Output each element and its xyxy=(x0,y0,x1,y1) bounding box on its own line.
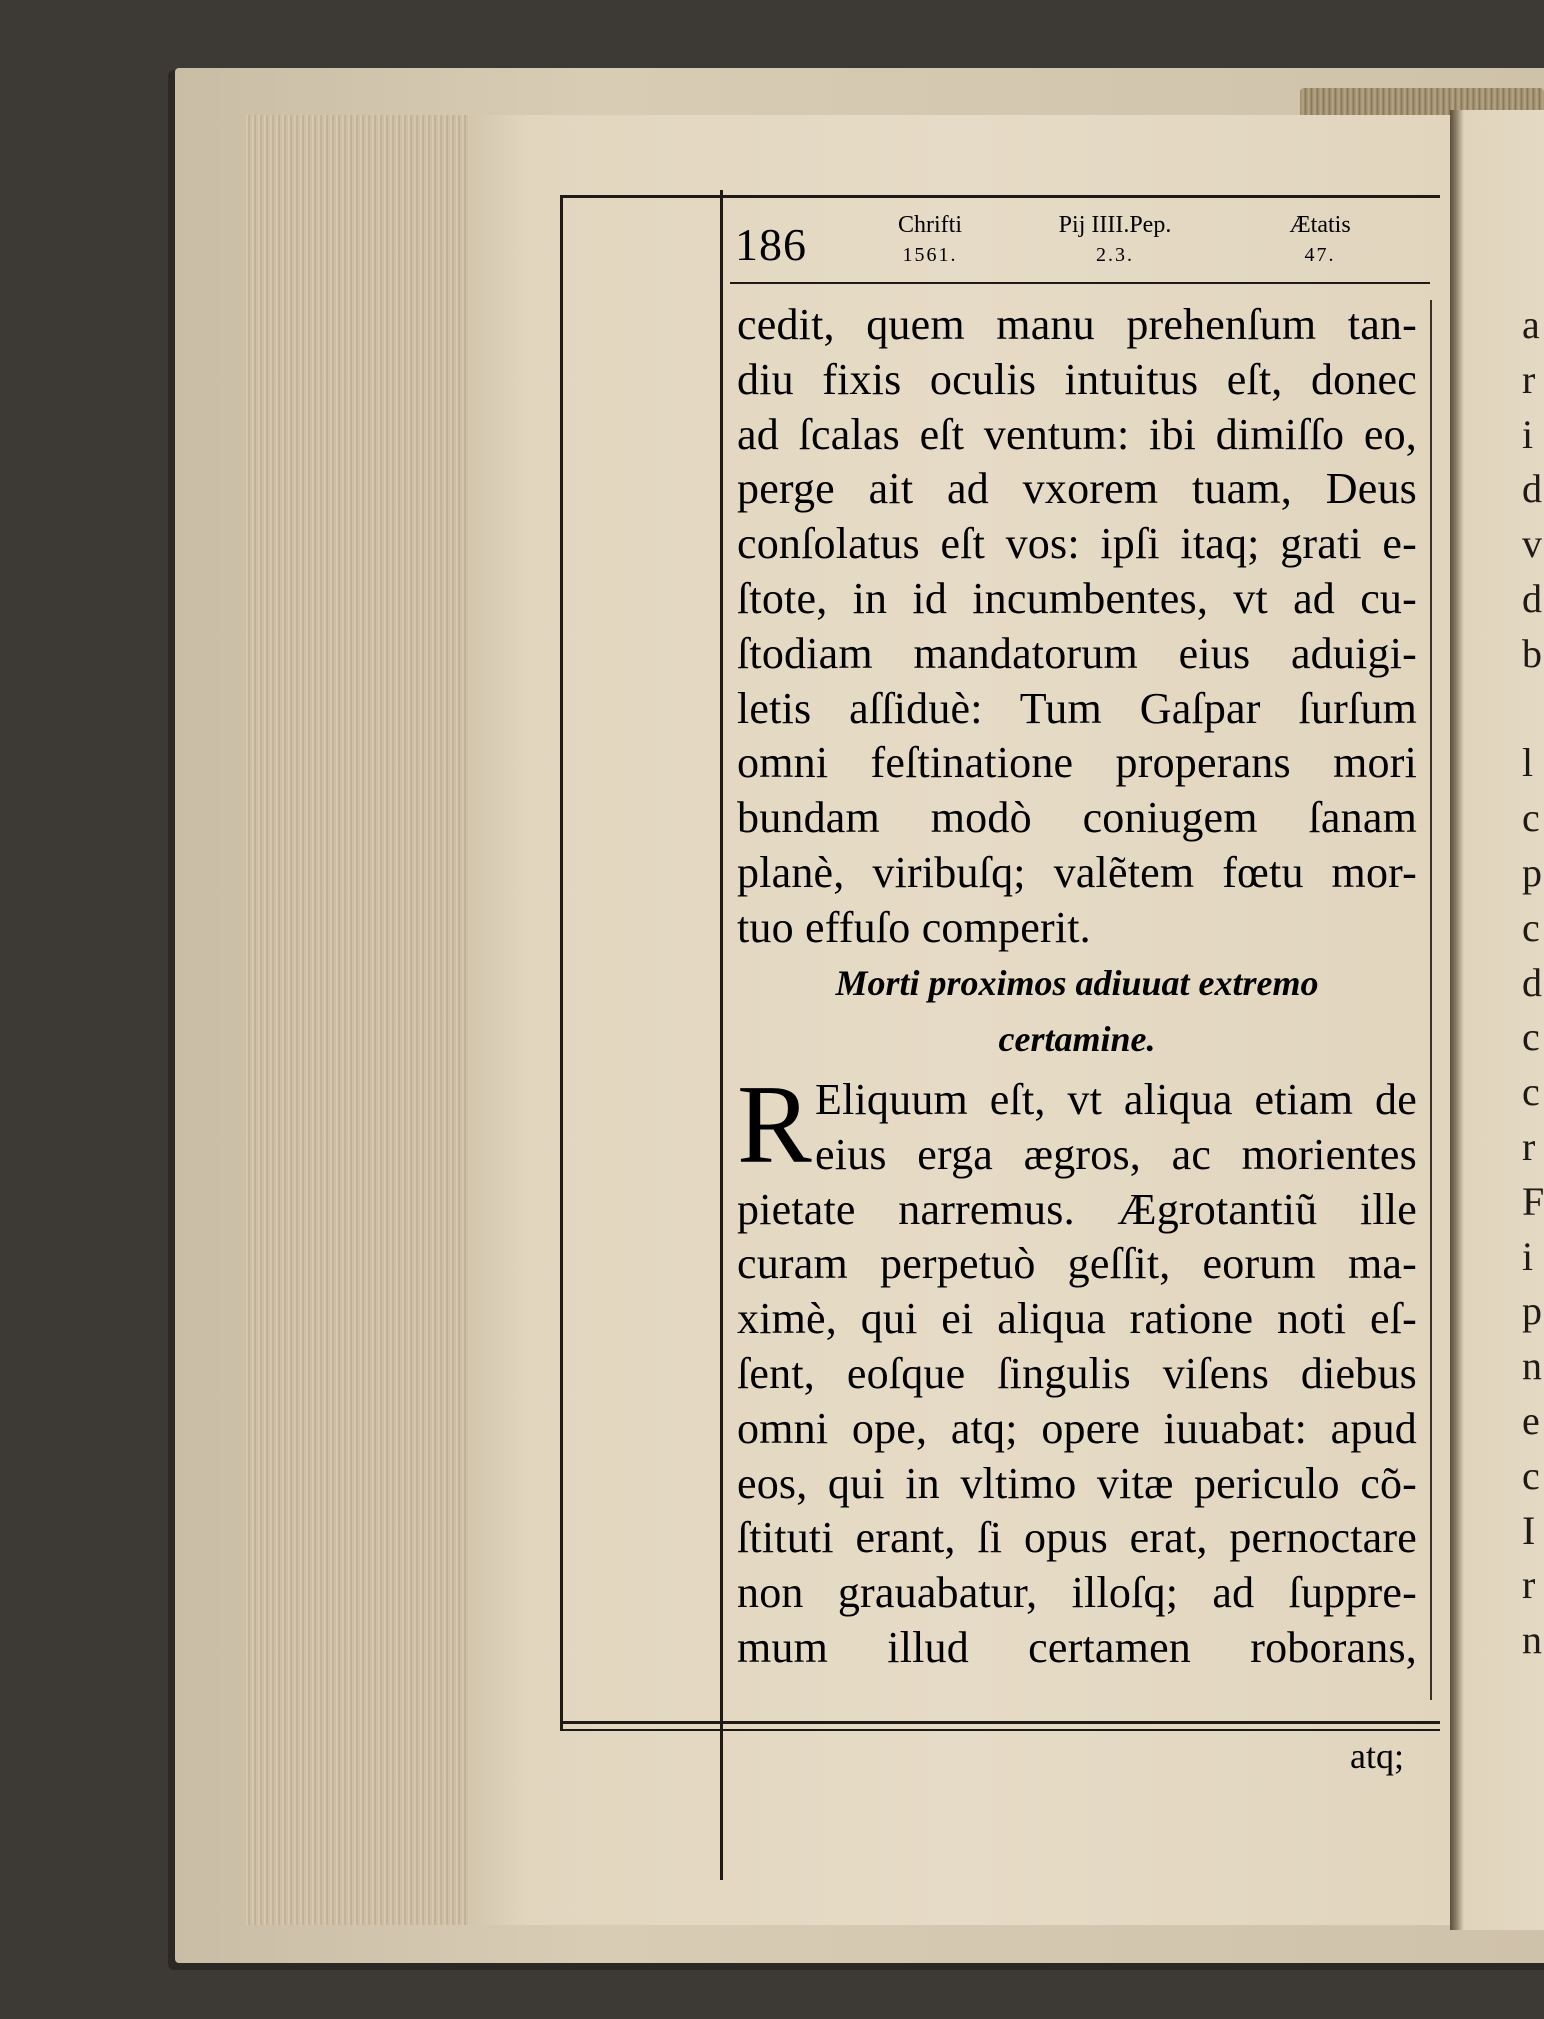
facing-letter: c xyxy=(1522,904,1540,950)
text-line: bundam modò coniugem ſanam xyxy=(737,793,1417,843)
facing-letter: d xyxy=(1522,466,1542,512)
facing-letter: p xyxy=(1522,1288,1542,1334)
facing-letter: p xyxy=(1522,849,1542,895)
text-line: planè, viribuſq; valẽtem fœtu mor- xyxy=(737,847,1417,897)
catchword: atq; xyxy=(1350,1736,1404,1776)
frame-outer-left-rule xyxy=(560,195,563,1731)
header-aetatis xyxy=(1260,210,1380,270)
text-line: omni feſtinatione properans mori xyxy=(737,738,1417,788)
facing-letter: r xyxy=(1522,1123,1536,1169)
drop-capital: R xyxy=(737,1063,812,1187)
header-christi-year: 1561. xyxy=(902,244,958,266)
text-line: ſtodiam mandatorum eius aduigi- xyxy=(737,628,1417,678)
facing-letter: d xyxy=(1522,959,1542,1005)
header-pope xyxy=(1040,210,1190,270)
facing-letter: i xyxy=(1522,1233,1534,1279)
header-aetatis-label: Ætatis xyxy=(1289,212,1351,238)
facing-letter: r xyxy=(1522,1562,1536,1608)
text-line: ſent, eoſque ſingulis viſens diebus xyxy=(737,1348,1417,1398)
facing-letter: r xyxy=(1522,356,1536,402)
text-line: conſolatus eſt vos: ipſi itaq; grati e- xyxy=(737,519,1417,569)
text-line: eos, qui in vltimo vitæ periculo cõ- xyxy=(737,1458,1417,1508)
header-pope-label: Pij IIII.Pep. xyxy=(1058,212,1172,238)
facing-letter: l xyxy=(1522,740,1534,786)
header-aetatis-age: 47. xyxy=(1304,244,1336,266)
text-line: cedit, quem manu prehenſum tan- xyxy=(737,300,1417,349)
facing-letter: F xyxy=(1522,1178,1544,1224)
frame-bottom-rule xyxy=(560,1721,1440,1724)
facing-letter: b xyxy=(1522,630,1542,676)
header-christi-label: Chrifti xyxy=(898,212,962,238)
text-line: mum illud certamen roborans, xyxy=(737,1622,1417,1672)
frame-bottom-rule-2 xyxy=(560,1729,1440,1731)
text-line: pietate narremus. Ægrotantiũ ille xyxy=(737,1184,1417,1234)
page-edges xyxy=(245,115,479,1925)
facing-letter: i xyxy=(1522,411,1534,457)
text-line: eius erga ægros, ac morientes xyxy=(815,1129,1417,1179)
facing-letter: v xyxy=(1522,521,1542,567)
facing-letter: c xyxy=(1522,1069,1540,1115)
text-line: omni ope, atq; opere iuuabat: apud xyxy=(737,1403,1417,1453)
header-christi xyxy=(860,210,1000,270)
facing-letter: d xyxy=(1522,575,1542,621)
text-line: ſtituti erant, ſi opus erat, pernoctare xyxy=(737,1513,1417,1563)
facing-page-text xyxy=(1522,298,1544,1668)
text-line: non grauabatur, illoſq; ad ſuppre- xyxy=(737,1568,1417,1618)
facing-letter: n xyxy=(1522,1343,1542,1389)
paragraph-2 xyxy=(737,1063,1417,1676)
facing-letter: I xyxy=(1522,1507,1536,1553)
heading-line: certamine. xyxy=(998,1019,1156,1059)
paragraph-1 xyxy=(737,298,1417,956)
text-line: perge ait ad vxorem tuam, Deus xyxy=(737,464,1417,514)
facing-letter: c xyxy=(1522,1014,1540,1060)
text-line: ximè, qui ei aliqua ratione noti eſ- xyxy=(737,1294,1417,1344)
page-number: 186 xyxy=(735,219,807,270)
facing-letter: c xyxy=(1522,795,1540,841)
header-pope-year: 2.3. xyxy=(1096,244,1134,266)
text-line: tuo effuſo comperit. xyxy=(737,902,1091,952)
facing-letter xyxy=(1522,682,1544,737)
frame-right-rule xyxy=(1430,300,1432,1700)
text-line: Eliquum eſt, vt aliqua etiam de xyxy=(815,1075,1417,1124)
section-heading xyxy=(737,955,1417,1067)
text-line: ſtote, in id incumbentes, vt ad cu- xyxy=(737,573,1417,623)
heading-line: Morti proximos adiuuat extremo xyxy=(835,963,1319,1003)
text-line: letis aſſiduè: Tum Gaſpar ſurſum xyxy=(737,683,1417,733)
facing-letter: e xyxy=(1522,1397,1540,1443)
text-line: ad ſcalas eſt ventum: ibi dimiſſo eo, xyxy=(737,409,1417,459)
text-line: diu fixis oculis intuitus eſt, donec xyxy=(737,354,1417,404)
facing-letter: a xyxy=(1522,302,1540,347)
facing-letter: n xyxy=(1522,1617,1542,1663)
facing-letter: c xyxy=(1522,1452,1540,1498)
header-rule xyxy=(730,282,1430,284)
text-line: curam perpetuò geſſit, eorum ma- xyxy=(737,1239,1417,1289)
